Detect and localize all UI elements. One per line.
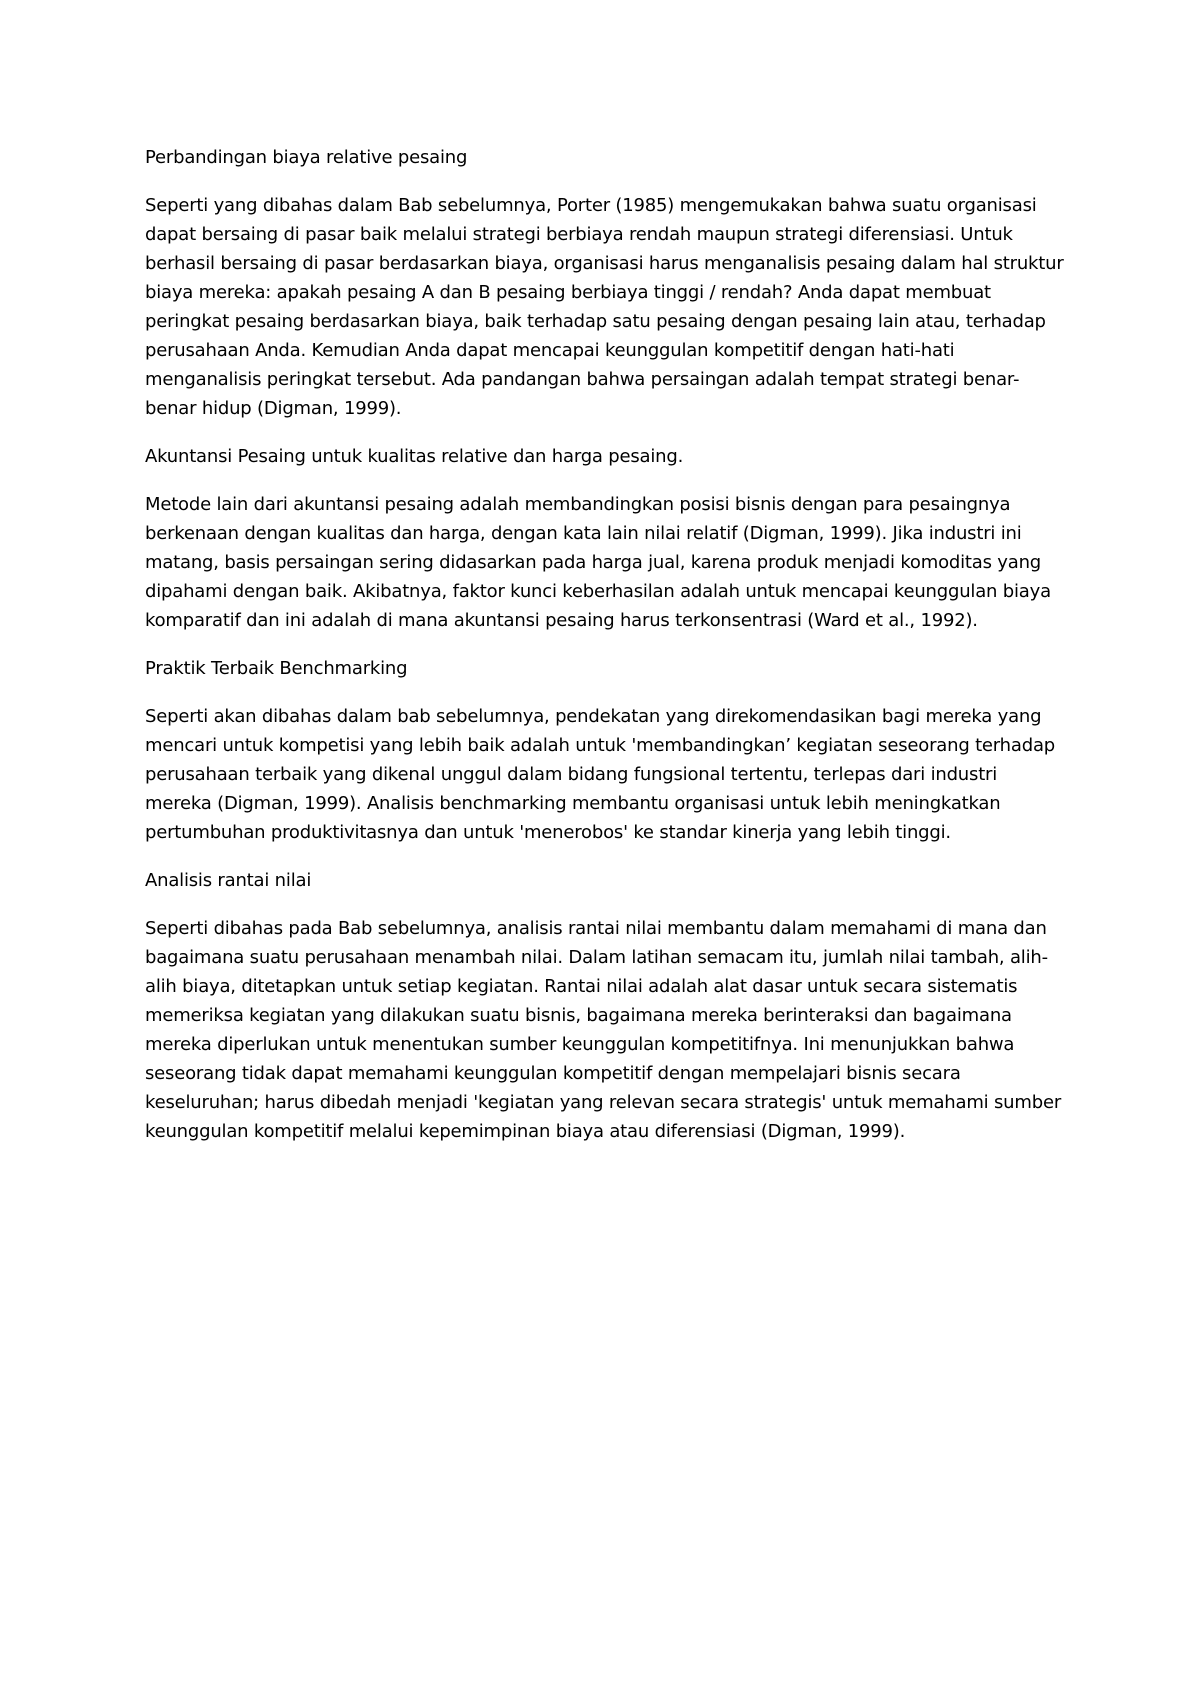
section-body-rantai-nilai: Seperti dibahas pada Bab sebelumnya, analisis rantai nilai membantu dalam memahami di mana dan bagaimana suatu perusahaan menambah nilai. Dalam latihan semacam itu, jumlah nilai tambah, alih-alih biaya, ditetapkan untuk setiap kegiatan. Rantai nilai adalah alat dasar untuk secara sistematis memeriksa kegiatan yang dilakukan suatu bisnis, bagaimana mereka berinteraksi dan bagaimana mereka diperlukan untuk menentukan sumber keunggulan kompetitifnya. Ini menunjukkan bahwa seseorang tidak dapat memahami keunggulan kompetitif dengan mempelajari bisnis secara keseluruhan; harus dibedah menjadi 'kegiatan yang relevan secara strategis' untuk memahami sumber keunggulan kompetitif melalui kepemimpinan biaya atau diferensiasi (Digman, 1999). [145,918,1062,1142]
section-heading-rantai-nilai: Analisis rantai nilai [145,870,312,891]
section-body-akuntansi-pesaing: Metode lain dari akuntansi pesaing adalah membandingkan posisi bisnis dengan para pesaingnya berkenaan dengan kualitas dan harga, dengan kata lain nilai relatif (Digman, 1999). Jika industri ini matang, basis persaingan sering didasarkan pada harga jual, karena produk menjadi komoditas yang dipahami dengan baik. Akibatnya, faktor kunci keberhasilan adalah untuk mencapai keunggulan biaya komparatif dan ini adalah di mana akuntansi pesaing harus terkonsentrasi (Ward et al., 1992). [145,494,1051,631]
section-heading-benchmarking: Praktik Terbaik Benchmarking [145,658,408,679]
section-heading-akuntansi-pesaing: Akuntansi Pesaing untuk kualitas relative dan harga pesaing. [145,446,684,467]
section-heading-biaya-relative: Perbandingan biaya relative pesaing [145,147,468,168]
section-body-biaya-relative: Seperti yang dibahas dalam Bab sebelumnya, Porter (1985) mengemukakan bahwa suatu organisasi dapat bersaing di pasar baik melalui strategi berbiaya rendah maupun strategi diferensiasi. Untuk berhasil bersaing di pasar berdasarkan biaya, organisasi harus menganalisis pesaing dalam hal struktur biaya mereka: apakah pesaing A dan B pesaing berbiaya tinggi / rendah? Anda dapat membuat peringkat pesaing berdasarkan biaya, baik terhadap satu pesaing dengan pesaing lain atau, terhadap perusahaan Anda. Kemudian Anda dapat mencapai keunggulan kompetitif dengan hati-hati menganalisis peringkat tersebut. Ada pandangan bahwa persaingan adalah tempat strategi benar-benar hidup (Digman, 1999). [145,195,1064,419]
section-body-benchmarking: Seperti akan dibahas dalam bab sebelumnya, pendekatan yang direkomendasikan bagi mereka yang mencari untuk kompetisi yang lebih baik adalah untuk 'membandingkan’ kegiatan seseorang terhadap perusahaan terbaik yang dikenal unggul dalam bidang fungsional tertentu, terlepas dari industri mereka (Digman, 1999). Analisis benchmarking membantu organisasi untuk lebih meningkatkan pertumbuhan produktivitasnya dan untuk 'menerobos' ke standar kinerja yang lebih tinggi. [145,706,1056,843]
document-content [145,143,1065,1165]
